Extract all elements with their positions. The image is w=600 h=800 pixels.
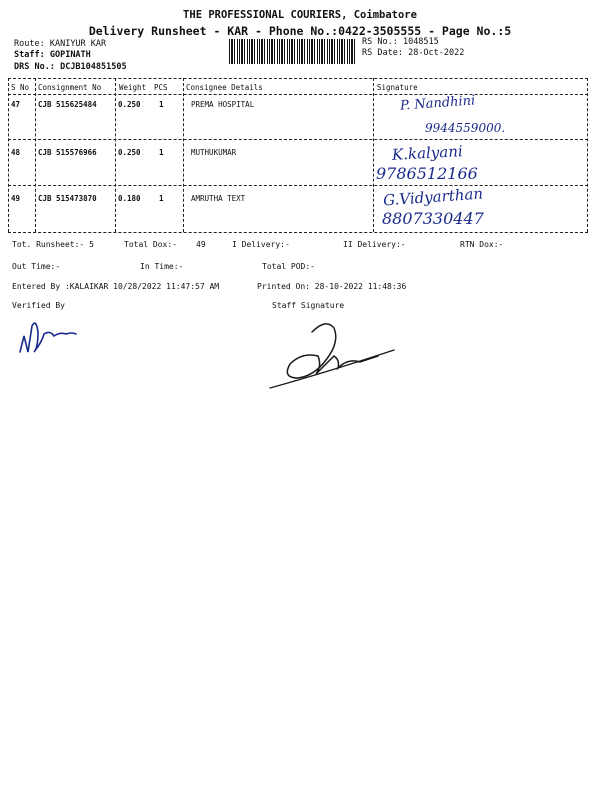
recipient-signature-phone: 8807330447 xyxy=(382,209,484,228)
col-header-signature: Signature xyxy=(377,83,418,92)
cell-consignment: CJB 515473870 xyxy=(38,194,97,203)
col-header-consignee: Consignee Details xyxy=(186,83,263,92)
row-divider xyxy=(8,185,588,186)
column-divider xyxy=(35,78,36,232)
rs-no-label: RS No.: xyxy=(362,37,398,47)
recipient-signature-name: P. Nandhini xyxy=(399,93,476,114)
recipient-signature-phone: 9786512166 xyxy=(376,164,478,183)
ii-delivery: II Delivery:- xyxy=(343,240,406,249)
col-header-consignment: Consignment No xyxy=(38,83,102,92)
staff-label: Staff: xyxy=(14,50,45,60)
printed-on: Printed On: 28-10-2022 11:48:36 xyxy=(257,282,407,291)
cell-weight: 0.180 xyxy=(118,194,141,203)
barcode-graphic xyxy=(229,39,357,64)
cell-sno: 48 xyxy=(11,148,21,157)
tot-runsheet: Tot. Runsheet:- 5 xyxy=(12,240,94,249)
cell-weight: 0.250 xyxy=(118,148,141,157)
total-dox-label: Total Dox:- xyxy=(124,240,177,249)
verified-by-label: Verified By xyxy=(12,301,65,310)
staff-signature-icon xyxy=(268,312,398,394)
rs-date-line xyxy=(362,48,464,58)
staff-line xyxy=(14,50,91,60)
col-header-pcs: PCS xyxy=(154,83,168,92)
column-divider xyxy=(373,78,374,232)
cell-consignment: CJB 515576966 xyxy=(38,148,97,157)
rs-date-value: 28-Oct-2022 xyxy=(408,48,465,58)
cell-consignee: AMRUTHA TEXT xyxy=(191,194,246,203)
i-delivery: I Delivery:- xyxy=(232,240,290,249)
cell-sno: 47 xyxy=(11,100,21,109)
total-pod: Total POD:- xyxy=(262,262,315,271)
rtn-dox: RTN Dox:- xyxy=(460,240,504,249)
document-title: THE PROFESSIONAL COURIERS, Coimbatore xyxy=(183,9,417,21)
cell-consignee: MUTHUKUMAR xyxy=(191,148,237,157)
table-bottom-line xyxy=(8,232,588,233)
route-label: Route: xyxy=(14,39,45,49)
cell-sno: 49 xyxy=(11,194,21,203)
staff-signature-label: Staff Signature xyxy=(272,301,345,310)
cell-consignee: PREMA HOSPITAL xyxy=(191,100,255,109)
total-dox-value: 49 xyxy=(196,240,206,249)
route-line xyxy=(14,39,106,49)
col-header-weight: Weight xyxy=(119,83,147,92)
column-divider xyxy=(115,78,116,232)
cell-consignment: CJB 515625484 xyxy=(38,100,97,109)
col-header-sno: S No xyxy=(11,83,30,92)
drs-value: DCJB104851505 xyxy=(60,62,127,72)
rs-no-line xyxy=(362,37,439,47)
rs-date-label: RS Date: xyxy=(362,48,403,58)
document-subtitle: Delivery Runsheet - KAR - Phone No.:0422-3505555 - Page No.:5 xyxy=(88,24,512,38)
cell-pcs: 1 xyxy=(159,194,164,203)
route-value: KANIYUR KAR xyxy=(49,39,107,49)
cell-weight: 0.250 xyxy=(118,100,141,109)
table-header-line xyxy=(8,94,588,95)
recipient-signature-phone: 9944559000. xyxy=(425,121,506,135)
cell-pcs: 1 xyxy=(159,148,164,157)
rs-no-value: 1048515 xyxy=(402,37,439,47)
column-divider xyxy=(183,78,184,232)
row-divider xyxy=(8,139,588,140)
recipient-signature-name: K.kalyani xyxy=(391,142,464,164)
in-time: In Time:- xyxy=(140,262,184,271)
column-divider xyxy=(587,78,588,232)
column-divider xyxy=(8,78,9,232)
drs-line xyxy=(14,62,127,72)
out-time: Out Time:- xyxy=(12,262,61,271)
staff-value: GOPINATH xyxy=(49,50,91,60)
table-top-line xyxy=(8,78,588,79)
verifier-signature-icon xyxy=(14,312,84,364)
cell-pcs: 1 xyxy=(159,100,164,109)
drs-label: DRS No.: xyxy=(14,62,55,72)
entered-by: Entered By :KALAIKAR 10/28/2022 11:47:57 AM xyxy=(12,282,220,291)
recipient-signature-name: G.Vidyarthan xyxy=(382,184,484,210)
